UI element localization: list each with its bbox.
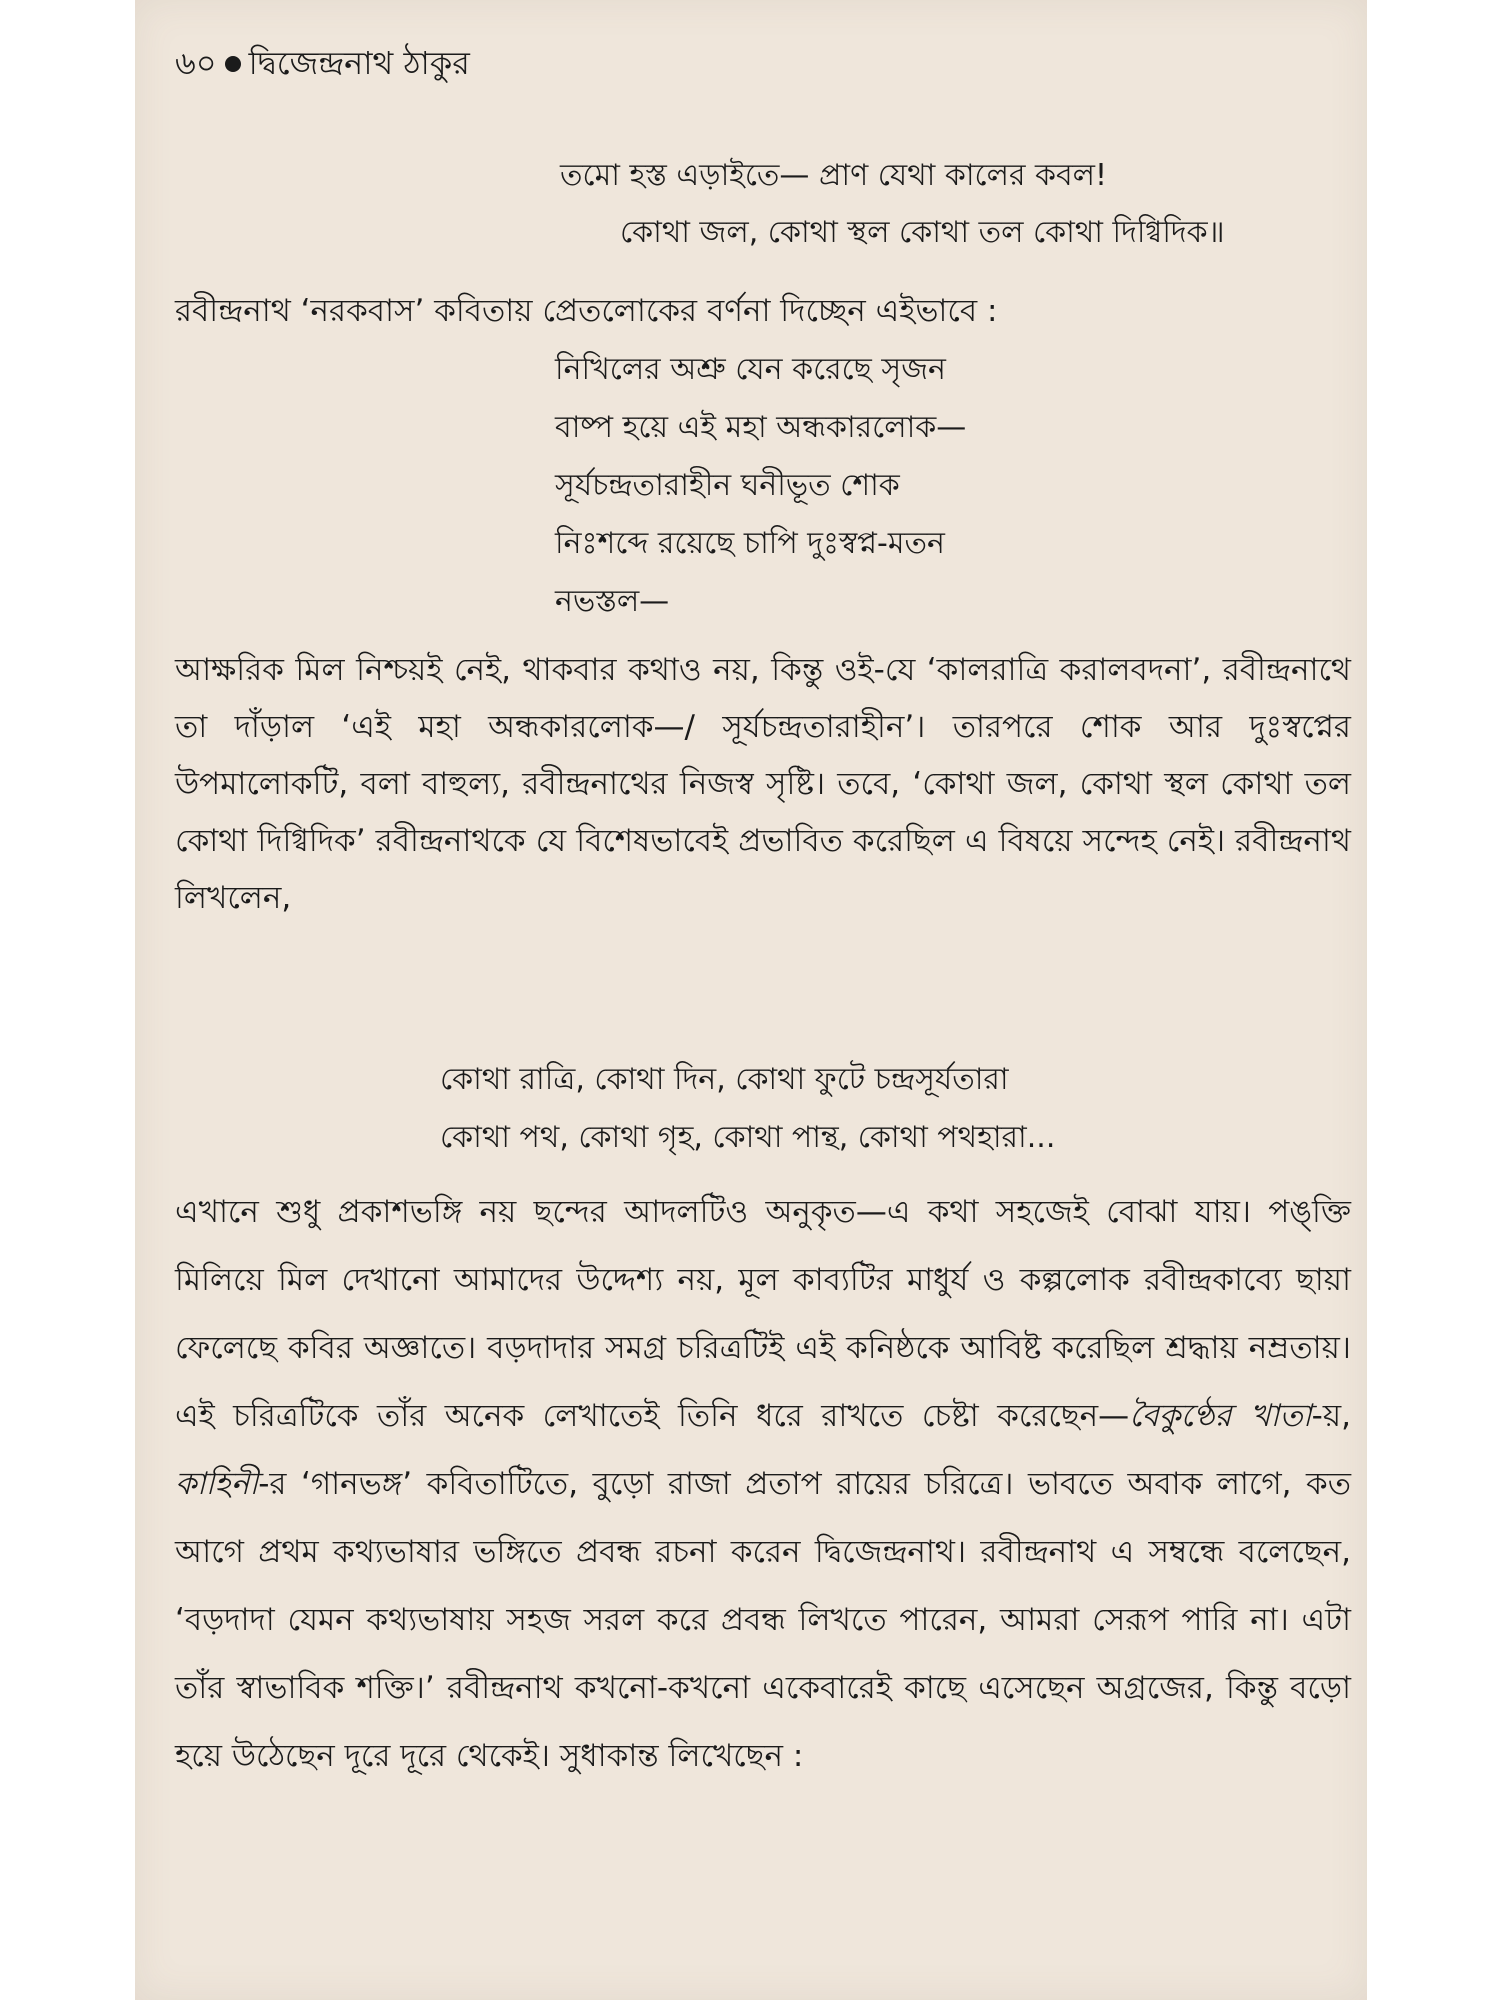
poem2-line5: নভস্তল— — [555, 584, 670, 619]
paragraph-intro: রবীন্দ্রনাথ ‘নরকবাস’ কবিতায় প্রেতলোকের বর্ণনা দিচ্ছেন এইভাবে : — [175, 293, 998, 329]
poem2-line3: সূর্যচন্দ্রতারাহীন ঘনীভূত শোক — [555, 468, 900, 503]
poem2-line1: নিখিলের অশ্রু যেন করেছে সৃজন — [555, 352, 946, 387]
bullet-icon — [225, 56, 241, 72]
book-title-baikunther-khata: বৈকুণ্ঠের খাতা — [1129, 1398, 1312, 1434]
book-title: দ্বিজেন্দ্রনাথ ঠাকুর — [248, 44, 470, 82]
paragraph-comparison: আক্ষরিক মিল নিশ্চয়ই নেই, থাকবার কথাও নয়, কিন্তু ওই-যে ‘কালরাত্রি করালবদনা’, রবীন্দ্রনাথে তা দাঁড়াল ‘এই মহা অন্ধকারলোক—/ সূর্যচন্দ্রতারাহীন’। তারপরে শোক আর দুঃস্বপ্নের উপমালোকটি, বলা বাহুল্য, রবীন্দ্রনাথের নিজস্ব সৃষ্টি। তবে, ‘কোথা জল, কোথা স্থল কোথা তল কোথা দিগ্বিদিক’ রবীন্দ্রনাথকে যে বিশেষভাবেই প্রভাবিত করেছিল এ বিষয়ে সন্দেহ নেই। রবীন্দ্রনাথ লিখলেন, — [175, 652, 1351, 916]
poem3-line1: কোথা রাত্রি, কোথা দিন, কোথা ফুটে চন্দ্রসূর্যতারা — [440, 1062, 1009, 1097]
poem3-line2: কোথা পথ, কোথা গৃহ, কোথা পান্থ, কোথা পথহারা... — [440, 1120, 1056, 1155]
poem1-line2: কোথা জল, কোথা স্থল কোথা তল কোথা দিগ্বিদিক॥ — [620, 215, 1225, 250]
poem2-line2: বাষ্প হয়ে এই মহা অন্ধকারলোক— — [555, 410, 967, 445]
poem2-line4: নিঃশব্দে রয়েছে চাপি দুঃস্বপ্ন-মতন — [555, 526, 945, 561]
paragraph-analysis-part1: এখানে শুধু প্রকাশভঙ্গি নয় ছন্দের আদলটিও অনুকৃত—এ কথা সহজেই বোঝা যায়। পঙ্‌ক্তি মিলিয়ে মিল দেখানো আমাদের উদ্দেশ্য নয়, মূল কাব্যটির মাধুর্য ও কল্পলোক রবীন্দ্রকাব্যে ছায়া ফেলেছে কবির অজ্ঞাতে। বড়দাদার সমগ্র চরিত্রটিই এই কনিষ্ঠকে আবিষ্ট করেছিল শ্রদ্ধায় নম্রতায়। এই চরিত্রটিকে তাঁর অনেক লেখাতেই তিনি ধরে রাখতে চেষ্টা করেছেন— — [175, 1194, 1351, 1434]
paragraph-analysis-part3: -র ‘গানভঙ্গ’ কবিতাটিতে, বুড়ো রাজা প্রতাপ রায়ের চরিত্রে। ভাবতে অবাক লাগে, কত আগে প্রথম কথ্যভাষার ভঙ্গিতে প্রবন্ধ রচনা করেন দ্বিজেন্দ্রনাথ। রবীন্দ্রনাথ এ সম্বন্ধে বলেছেন, ‘বড়দাদা যেমন কথ্যভাষায় সহজ সরল করে প্রবন্ধ লিখতে পারেন, আমরা সেরূপ পারি না। এটা তাঁর স্বাভাবিক শক্তি।’ রবীন্দ্রনাথ কখনো-কখনো একেবারেই কাছে এসেছেন অগ্রজের, কিন্তু বড়ো হয়ে উঠেছেন দূরে দূরে থেকেই। সুধাকান্ত লিখেছেন : — [175, 1466, 1351, 1774]
running-header — [175, 38, 470, 92]
paragraph-analysis — [175, 1178, 1351, 1790]
paragraph-analysis-part2: -য়, — [1311, 1398, 1351, 1434]
book-page — [135, 0, 1367, 2000]
page-number: ৬০ — [175, 44, 217, 82]
book-title-kahini: কাহিনী — [175, 1466, 259, 1502]
poem1-line1: তমো হস্ত এড়াইতে— প্রাণ যেথা কালের কবল! — [560, 158, 1108, 193]
